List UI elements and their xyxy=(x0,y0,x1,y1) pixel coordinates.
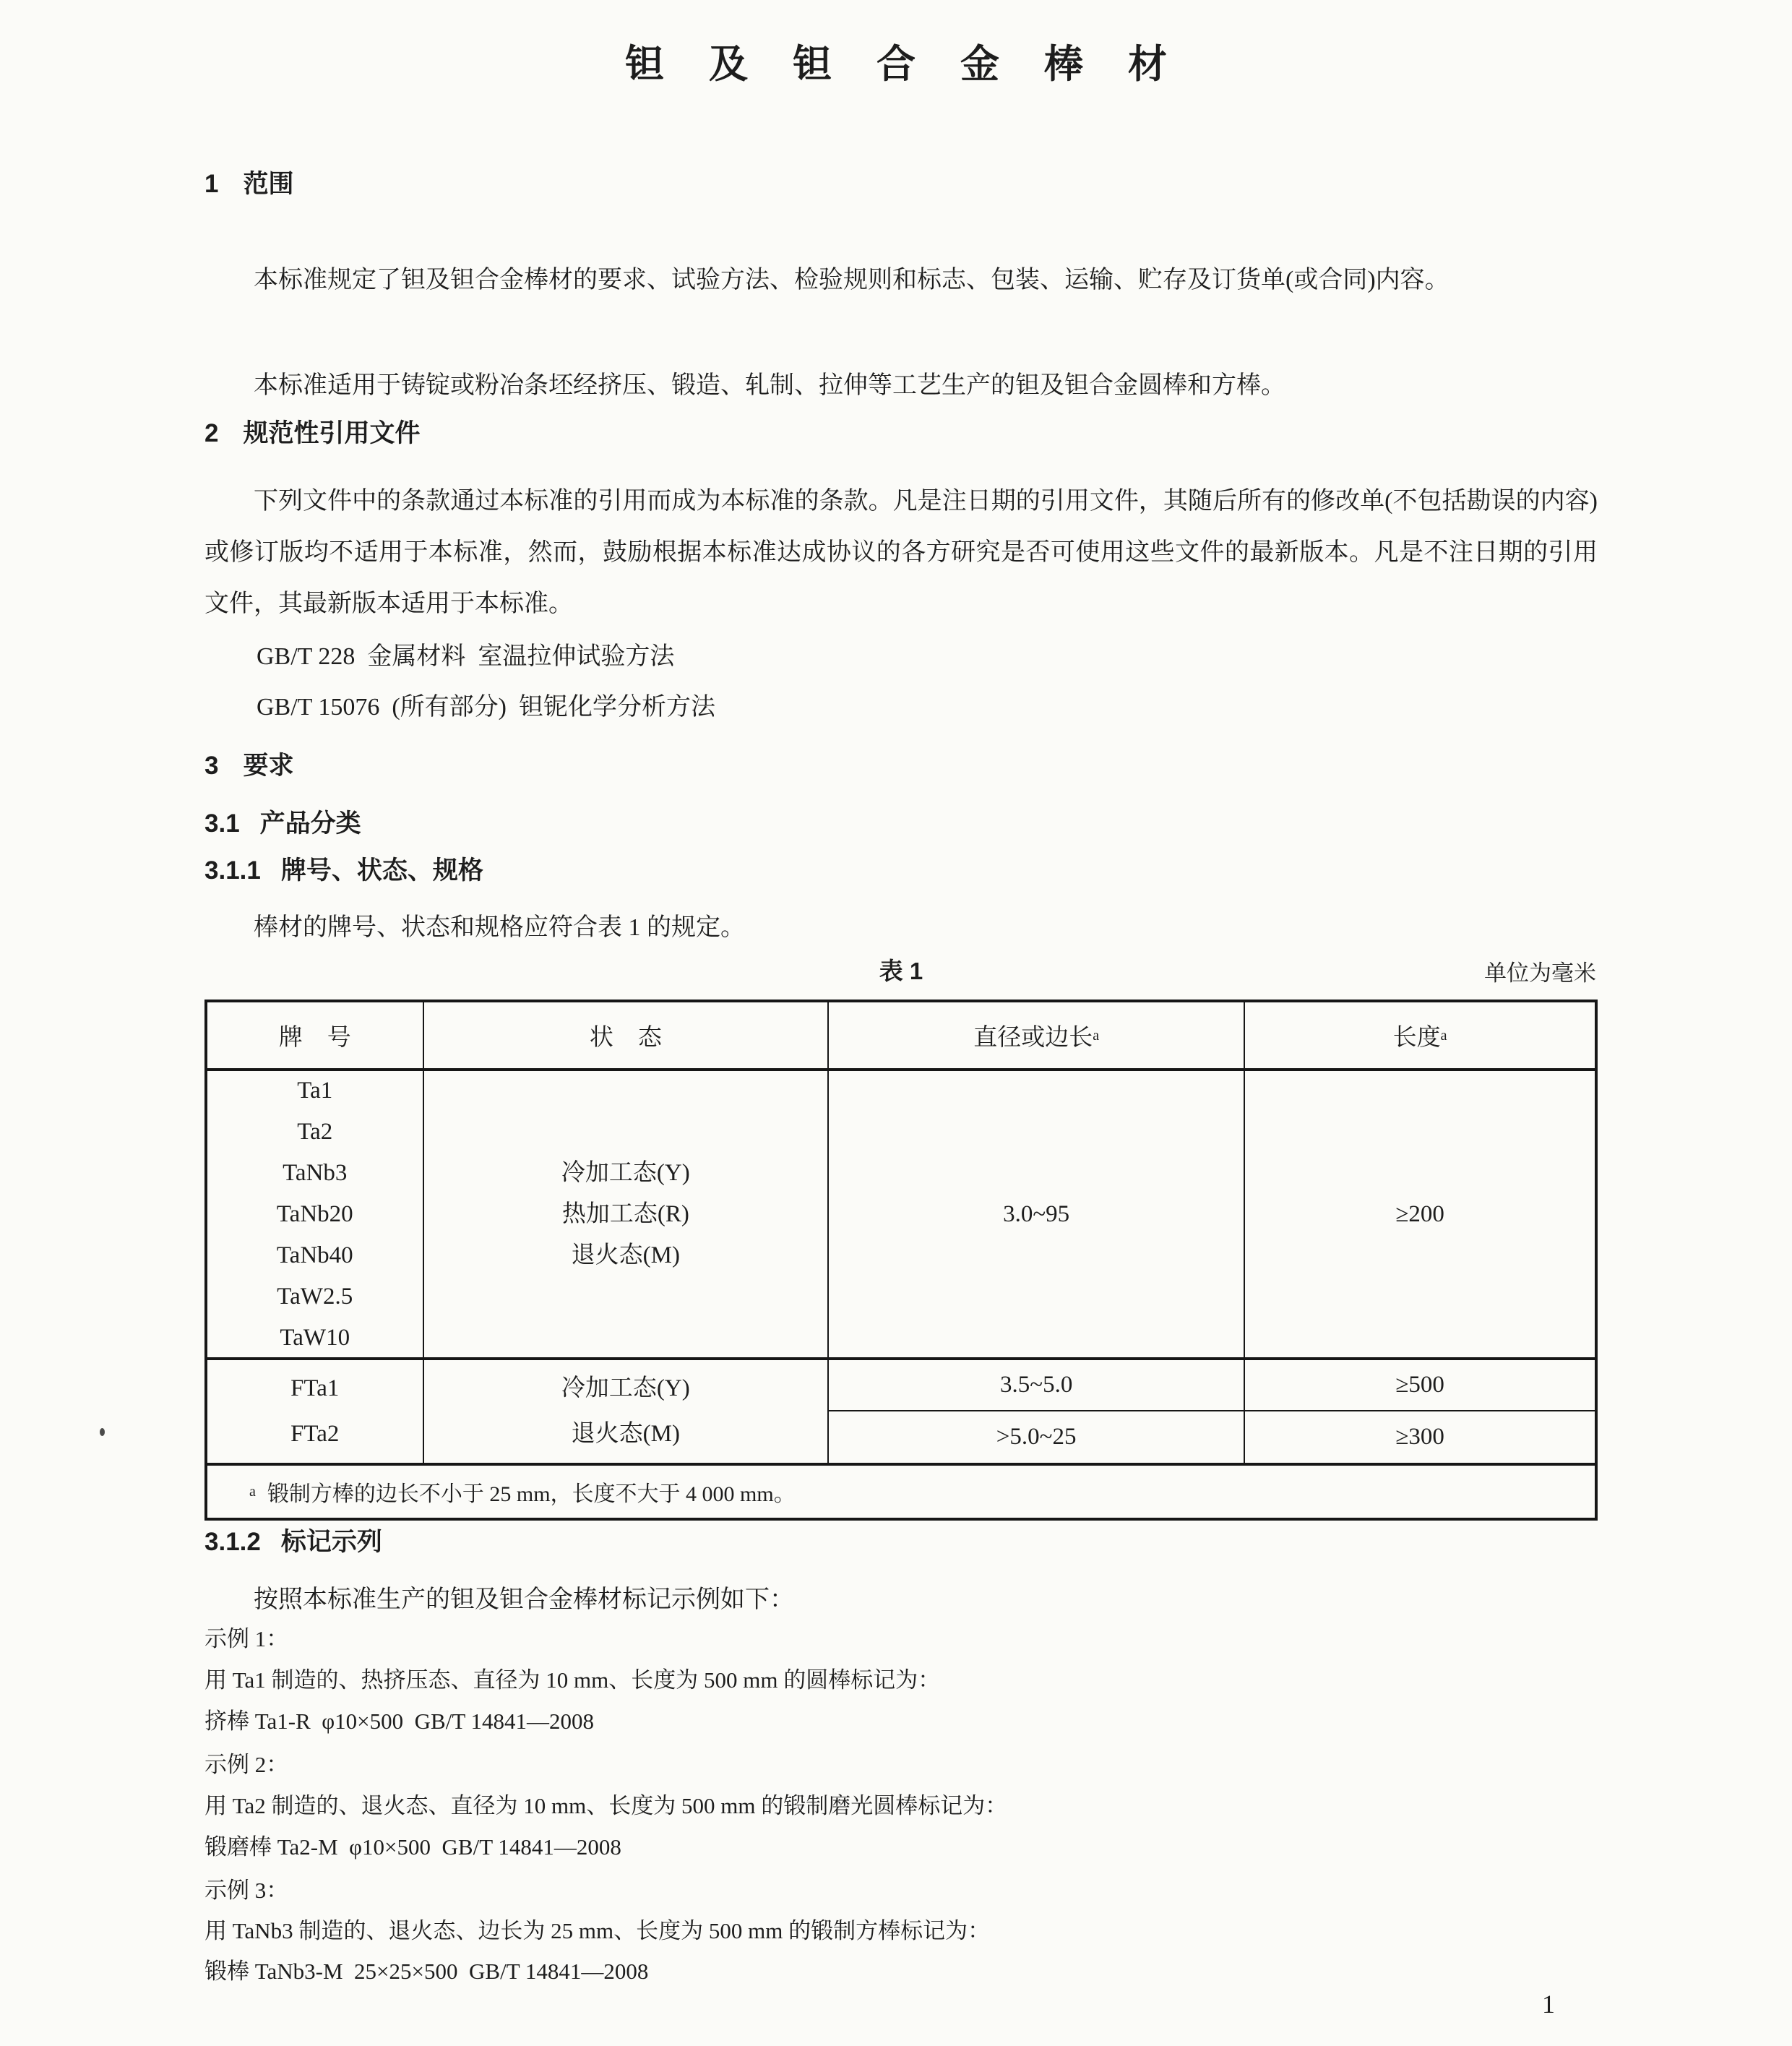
section-1-heading xyxy=(204,168,1598,200)
example-2-label: 示例 2： xyxy=(204,1752,289,1777)
section-title: 牌号、状态、规格 xyxy=(280,856,483,885)
cell-grades xyxy=(207,1360,424,1463)
section-2-heading xyxy=(204,418,1598,450)
example-3-description: 用 TaNb3 制造的、退火态、边长为 25 mm、长度为 500 mm 的锻制方棒标记为： xyxy=(204,1918,991,1943)
paragraph-examples-intro: 按照本标准生产的钽及钽合金棒材标记示例如下： xyxy=(254,1586,794,1613)
section-3-1-heading xyxy=(204,808,1598,840)
section-3-heading xyxy=(204,750,1598,782)
section-title: 要求 xyxy=(243,752,294,780)
section-number: 2 xyxy=(204,419,219,447)
state: 退火态(M) xyxy=(571,1242,680,1268)
section-3-1-1-heading xyxy=(204,855,1598,887)
table-row-fta-grades xyxy=(207,1360,1595,1466)
example-1-description: 用 Ta1 制造的、热挤压态、直径为 10 mm、长度为 500 mm 的圆棒标记为： xyxy=(204,1667,941,1693)
example-1-marking: 挤棒 Ta1-R φ10×500 GB/T 14841—2008 xyxy=(204,1708,594,1734)
header-diameter: 直径或边长 a xyxy=(829,1002,1245,1068)
grade: Ta1 xyxy=(297,1077,333,1104)
table-header-row xyxy=(207,1002,1595,1071)
section-number: 3 xyxy=(204,752,219,780)
paragraph-table-lead-in: 棒材的牌号、状态和规格应符合表 1 的规定。 xyxy=(254,914,745,941)
reference-gbt15076: GB/T 15076 (所有部分) 钽铌化学分析方法 xyxy=(257,694,715,721)
example-3-marking: 锻棒 TaNb3-M 25×25×500 GB/T 14841—2008 xyxy=(204,1959,649,1984)
paragraph-scope-2: 本标准适用于铸锭或粉冶条坯经挤压、锻造、轧制、拉伸等工艺生产的钽及钽合金圆棒和方棒。 xyxy=(254,372,1285,399)
grade: TaNb40 xyxy=(276,1242,353,1268)
example-2-description: 用 Ta2 制造的、退火态、直径为 10 mm、长度为 500 mm 的锻制磨光圆棒标记为： xyxy=(204,1793,1008,1818)
page-number: 1 xyxy=(1542,1990,1555,2019)
example-2-marking: 锻磨棒 Ta2-M φ10×500 GB/T 14841—2008 xyxy=(204,1834,621,1860)
cell-length: ≥500 xyxy=(1395,1372,1444,1398)
section-title: 规范性引用文件 xyxy=(243,419,421,447)
state: 热加工态(R) xyxy=(561,1200,689,1227)
grade: FTa1 xyxy=(290,1375,340,1401)
header-state: 状态 xyxy=(424,1002,830,1068)
example-3-label: 示例 3： xyxy=(204,1878,289,1903)
table-caption: 表 1 xyxy=(879,958,923,984)
section-title: 范围 xyxy=(243,170,294,198)
cell-length: ≥300 xyxy=(1395,1424,1444,1450)
section-number: 3.1.1 xyxy=(204,856,261,885)
section-number: 1 xyxy=(204,170,219,198)
page-title: 钽及钽合金棒材 xyxy=(625,43,1212,86)
state: 退火态(M) xyxy=(571,1421,680,1447)
section-3-1-2-heading xyxy=(204,1526,1598,1558)
header-length: 长度 a xyxy=(1392,1025,1447,1051)
section-number: 3.1.2 xyxy=(204,1528,261,1556)
footnote-text: 锻制方棒的边长不小于 25 mm，长度不大于 4 000 mm。 xyxy=(267,1482,796,1506)
cell-grades xyxy=(207,1071,424,1357)
scan-artifact-dot xyxy=(100,1428,105,1436)
cell-states xyxy=(424,1071,830,1357)
subrow xyxy=(829,1411,1595,1463)
grade: TaW2.5 xyxy=(277,1283,353,1310)
section-title: 产品分类 xyxy=(259,809,361,838)
table-caption-row xyxy=(204,953,1598,984)
grade: TaNb3 xyxy=(283,1159,348,1186)
example-1-label: 示例 1： xyxy=(204,1626,289,1651)
state: 冷加工态(Y) xyxy=(561,1159,690,1186)
grade: TaNb20 xyxy=(276,1200,353,1227)
cell-length: ≥200 xyxy=(1395,1200,1444,1227)
table-row-ta-grades xyxy=(207,1071,1595,1360)
state: 冷加工态(Y) xyxy=(561,1375,690,1401)
cell-size-length-group xyxy=(829,1360,1595,1463)
section-number: 3.1 xyxy=(204,809,240,838)
table-unit-note: 单位为毫米 xyxy=(1484,960,1596,986)
cell-states xyxy=(424,1360,830,1463)
cell-diameter: 3.5~5.0 xyxy=(829,1360,1245,1410)
paragraph-scope-1: 本标准规定了钽及钽合金棒材的要求、试验方法、检验规则和标志、包装、运输、贮存及订货单(或合同)内容。 xyxy=(254,267,1449,293)
cell-diameter: 3.0~95 xyxy=(829,1071,1245,1357)
section-title: 标记示列 xyxy=(280,1528,382,1556)
subrow xyxy=(829,1360,1595,1411)
paragraph-normative-refs: 下列文件中的条款通过本标准的引用而成为本标准的条款。凡是注日期的引用文件，其随后所有的修改单(不包括勘误的内容)或修订版均不适用于本标准，然而，鼓励根据本标准达成协议的各方研究是否可使用这些文件的最新版本。凡是不注日期的引用文件，其最新版本适用于本标准。 xyxy=(204,488,1598,617)
table-footnote: a 锻制方棒的边长不小于 25 mm，长度不大于 4 000 mm。 xyxy=(207,1466,1595,1518)
header-grade: 牌号 xyxy=(207,1002,424,1068)
grade: TaW10 xyxy=(280,1324,350,1351)
cell-diameter: >5.0~25 xyxy=(829,1411,1245,1463)
grade: FTa2 xyxy=(290,1421,340,1447)
grade: Ta2 xyxy=(297,1118,333,1145)
reference-gbt228: GB/T 228 金属材料 室温拉伸试验方法 xyxy=(257,643,675,670)
table-1 xyxy=(204,1000,1598,1521)
